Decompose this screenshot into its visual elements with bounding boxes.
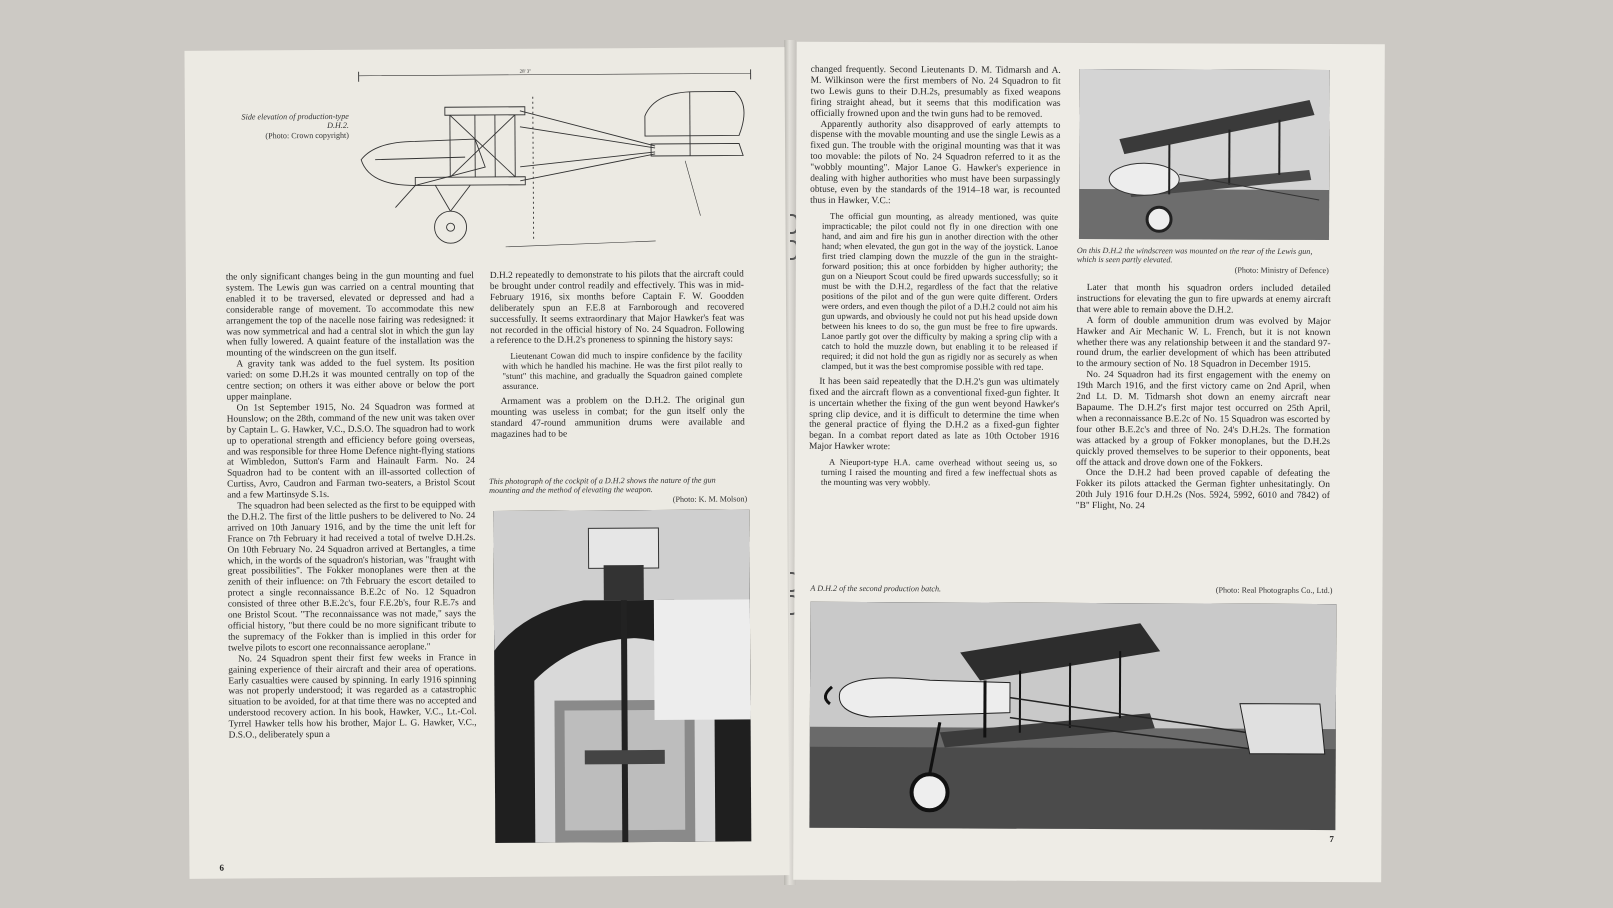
photo2-caption <box>810 583 1333 596</box>
paragraph: No. 24 Squadron spent their first few weeks in France in gaining experience of their aircraft and their area of operations. Early casualties were caused by spinning. In early 1916 spinning was not properly understood; it was regarded as a catastrophic situation to be avoided, for at that time there was no accepted and understood recovery action. In his book, Hawker, V.C., Lt.-Col. Tyrrel Hawker tells how his brother, Major L. G. Hawker, V.C., D.S.O., deliberately spun a <box>228 652 477 741</box>
quotation: Lieutenant Cowan did much to inspire confidence by the facility with which he handled his machine. He was the first pilot really to "stunt" this machine, and gradually the Squadron gained complete assurance. <box>502 349 743 392</box>
photo1-credit: (Photo: Ministry of Defence) <box>1234 265 1329 275</box>
aircraft-photo-large <box>809 602 1336 830</box>
photo1-caption-text: On this D.H.2 the windscreen was mounted on the rear of the Lewis gun, which is seen partly elevated. <box>1076 245 1313 265</box>
side-elevation-drawing <box>355 65 756 267</box>
paragraph: The squadron had been selected as the first to be equipped with the D.H.2. The first of the little pushers to be delivered to No. 24 arrived on 10th January 1916, and by the time the unit left for France on 7th February it had received a total of twelve D.H.2s. On 10th February No. 24 Squadron arrived at Bertangles, a time which, in the words of the squadron's historian, was "fraught with great possibilities". The Fokker monoplanes were then at the zenith of their influence: on 7th February the escort detailed to protect a single reconnaissance B.E.2c of No. 12 Squadron consisted of three other B.E.2c's, four F.E.2b's, four R.E.7s and one Bristol Scout. "The reconnaissance was not made," says the official history, "but there could be no more significant tribute to the supremacy of the Fokker than is implied in this order for twelve pilots to escort one reconnaissance aeroplane." <box>227 500 477 654</box>
cockpit-caption <box>489 475 747 504</box>
left-column-2 <box>490 269 745 441</box>
paragraph: A gravity tank was added to the fuel system. Its position varied: on some D.H.2s it was mounted centrally on top of the centre section; on others it was either above or below the port upper mainplane. <box>226 358 475 403</box>
photo1-caption <box>1077 246 1329 275</box>
cockpit-credit: (Photo: K. M. Molson) <box>672 494 748 504</box>
paragraph: It has been said repeatedly that the D.H.2's gun was ultimately fixed and the aircraft flown as a conventional fixed-gun fighter. It is uncertain whether the fixing of the gun went beyond Hawker's spring clip device, and it is difficult to determine the time when the general practice of flying the D.H.2 as a fixed-gun fighter began. In a combat report dated as late as 10th October 1916 Major Hawker wrote: <box>809 376 1060 453</box>
right-column-1 <box>809 65 1061 494</box>
drawing-caption-text: Side elevation of production-type D.H.2. <box>241 111 349 131</box>
left-page <box>184 47 789 879</box>
paragraph: D.H.2 repeatedly to demonstrate to his pilots that the aircraft could be brought under control readily and effectively. This was in mid-February 1916, six months before Captain F. W. Goodden deliberately spun an F.E.8 at Farnborough and recovered successfully. It seems extraordinary that Major Hawker's feat was not recorded in the official history of No. 24 Squadron. Following a reference to the D.H.2's proneness to spinning the history says: <box>489 269 745 347</box>
cockpit-caption-text: This photograph of the cockpit of a D.H.2 shows the nature of the gun mounting and the method of elevating the weapon. <box>489 475 716 496</box>
paragraph: the only significant changes being in the gun mounting and fuel system. The Lewis gun was carried on a central mounting that enabled it to be traversed, elevated or depressed and had a considerable range of movement. To accommodate this new arrangement the top of the nacelle nose fairing was redesigned: it was now symmetrical and had a central slot in which the gun lay when fully lowered. A quaint feature of the installation was the mounting of the windscreen on the gun itself. <box>225 271 475 359</box>
cockpit-photo <box>493 509 751 843</box>
drawing-caption <box>225 112 349 141</box>
paragraph: A form of double ammunition drum was evolved by Major Hawker and Air Mechanic W. L. French, but it is not known whether there was any relationship between it and the standard 97-round drum, the earlier development of which has been attributed to the armoury section of No. 18 Squadron in December 1915. <box>1076 315 1331 371</box>
paragraph: Armament was a problem on the D.H.2. The original gun mounting was useless in combat; for the gun itself only the standard 47-round ammunition drums were available and magazines had to be <box>490 395 745 441</box>
paragraph: Later that month his squadron orders included detailed instructions for elevating the gun to fire upwards at enemy aircraft that were able to remain above the D.H.2. <box>1076 282 1331 316</box>
paragraph: changed frequently. Second Lieutenants D. M. Tidmarsh and A. M. Wilkinson were the first members of No. 24 Squadron to fit two Lewis guns to their D.H.2s, presumably as fixed weapons firing straight ahead, but it seems that this modification was officially frowned upon and the twin guns had to be removed. <box>810 64 1061 120</box>
right-page <box>793 42 1385 883</box>
photo2-caption-text: A D.H.2 of the second production batch. <box>810 583 942 594</box>
page-number-right: 7 <box>1329 834 1334 845</box>
paragraph: On 1st September 1915, No. 24 Squadron was formed at Hounslow; on the 28th, command of the new unit was taken over by Captain L. G. Hawker, V.C., D.S.O. The squadron had to work up to operational strength and efficiency before going overseas, and was responsible for three Home Defence night-flying stations at Wimbledon, Sutton's Farm and Hainault Farm. No. 24 Squadron had to be content with an ill-assorted collection of Curtiss, Avro, Caudron and Farman two-seaters, a Bristol Scout and a few Martinsyde S.1s. <box>226 401 476 501</box>
right-column-2 <box>1076 283 1331 513</box>
drawing-credit: (Photo: Crown copyright) <box>265 130 350 140</box>
paragraph: No. 24 Squadron had its first engagement with the enemy on 19th March 1916, and the first victory came on 2nd April, when 2nd Lt. D. M. Tidmarsh shot down an enemy aircraft near Bapaume. The D.H.2's first major test occurred on 25th April, when a reconnaissance B.E.2c of No. 15 Squadron was escorted by four other B.E.2c's and three of No. 24's D.H.2s. The formation was attacked by a group of Fokker monoplanes, but the D.H.2s quickly proved themselves to be superior to their opponents, beat off the attack and drove down one of the Fokkers. <box>1075 370 1331 469</box>
left-column-1 <box>226 271 477 741</box>
quotation: A Nieuport-type H.A. came overhead without seeing us, so turning I raised the mounting and fired a few ineffectual shots as the mounting was very wobbly. <box>820 456 1058 488</box>
page-number-left: 6 <box>219 862 224 873</box>
paragraph: Once the D.H.2 had been proved capable of defeating the Fokker its pilots attacked the German fighter unhesitatingly. On 20th July 1916 four D.H.2s (Nos. 5924, 5992, 6010 and 7842) of "B" Flight, No. 24 <box>1075 468 1330 512</box>
photo2-credit: (Photo: Real Photographs Co., Ltd.) <box>1215 585 1333 596</box>
drawing-dimension: 28' 3" <box>519 69 532 75</box>
quotation: The official gun mounting, as already mentioned, was quite impracticable; the pilot could not fly in one direction with one hand, and aim and fire his gun in another direction with the other hand; when elevated, the gun got in the way of the joystick. Lanoe first tried clamping down the muzzle of the gun in the straight-forward position; this at once forbidden by higher authority; the gun on a Nieuport Scout could be fired upwards successfully; so it must be with the D.H.2, regardless of the fact that the relative positions of the pilot and of the gun were quite different. Orders were orders, and even though the pilot of a D.H.2 could not aim his gun upwards, and obviously he could not put his head upside down between his knees to do so, the gun must be free to fire upwards. Lanoe partly got over the difficulty by making a spring clip with a catch to hold the muzzle down, but enabling it to be released if required; it did not hold the gun as rigidly nor as securely as when clamped, but it was the best compromise possible with red tape. <box>821 210 1059 372</box>
paragraph: Apparently authority also disapproved of early attempts to dispense with the movable mounting and use the single Lewis as a fixed gun. The trouble with the original mounting was that it was too movable: the pilots of No. 24 Squadron referred to it as the "wobbly mounting". Major Lanoe G. Hawker's experience in dealing with higher authorities who must have been surpassingly obtuse, even by the standards of the 1914–18 war, is recounted thus in Hawker, V.C.: <box>810 119 1061 207</box>
aircraft-photo-small <box>1079 69 1330 240</box>
